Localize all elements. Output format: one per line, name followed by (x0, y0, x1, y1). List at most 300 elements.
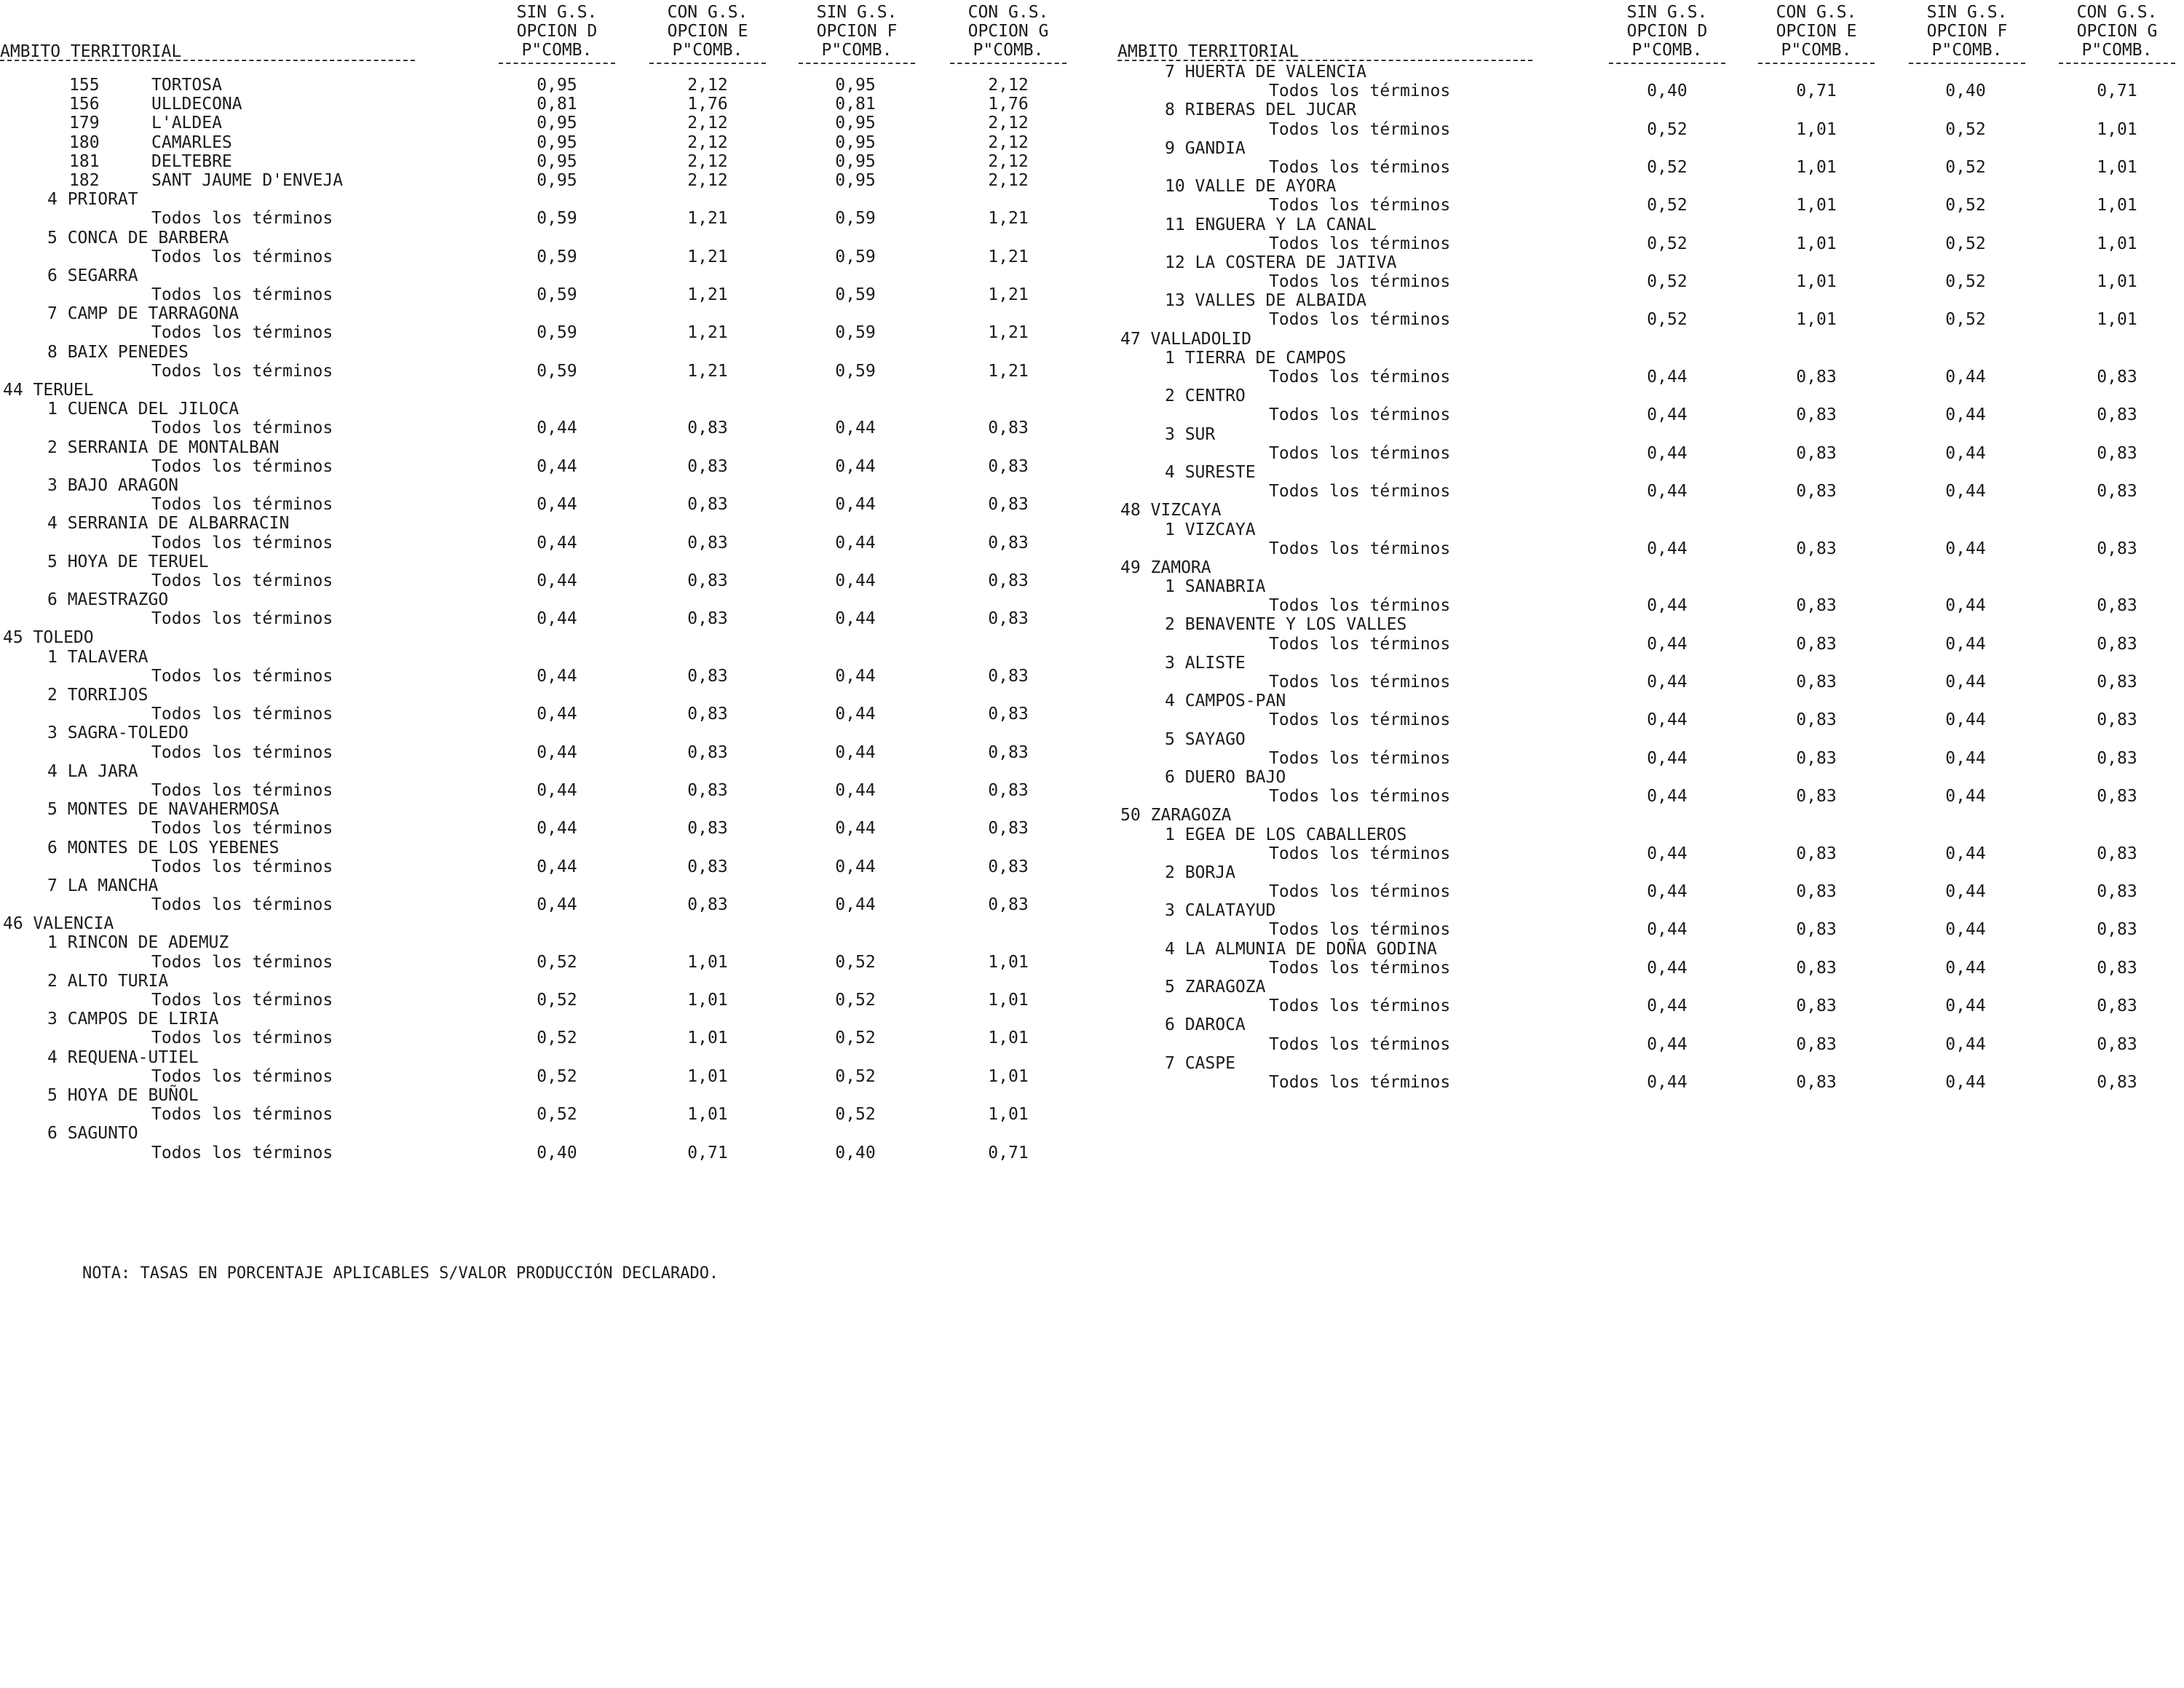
rate-cell: 0,83 (1796, 996, 1837, 1016)
rate-cell: 2,12 (988, 151, 1029, 171)
rate-cell: 0,95 (537, 114, 577, 133)
province-row (0, 628, 1092, 647)
rate-cell: 1,01 (2097, 157, 2137, 177)
col-header-line: CON G.S. (968, 3, 1049, 22)
rate-cell: 0,83 (1796, 443, 1837, 463)
comarca-label: 2 TORRIJOS (47, 686, 149, 705)
comarca-label: 5 ZARAGOZA (1165, 978, 1266, 996)
rate-cell: 1,01 (1796, 157, 1837, 177)
rate-cell: 0,44 (1945, 405, 1986, 425)
rate-cell: 0,52 (1647, 272, 1688, 292)
col-header-f (795, 3, 919, 64)
comarca-row (0, 1086, 1092, 1105)
rate-cell: 0,83 (2097, 710, 2137, 730)
rate-cell: 1,21 (988, 361, 1029, 381)
data-row (0, 1105, 1092, 1124)
rate-cell: 0,83 (687, 533, 728, 552)
data-row (0, 171, 1092, 190)
comarca-label: 9 GANDIA (1165, 138, 1246, 158)
rate-cell: 0,44 (537, 742, 577, 762)
rate-cell: 0,83 (687, 819, 728, 839)
rate-cell: 1,76 (988, 95, 1029, 114)
rate-cell: 0,44 (835, 666, 876, 686)
col-header-e (1754, 3, 1878, 64)
comarca-label: 12 LA COSTERA DE JATIVA (1165, 253, 1397, 272)
rate-cell: 0,95 (835, 76, 876, 95)
rate-cell: 0,44 (1945, 996, 1986, 1016)
rate-cell: 0,83 (2097, 920, 2137, 940)
rate-cell: 1,21 (988, 323, 1029, 343)
comarca-row (0, 1010, 1092, 1029)
comarca-label: 5 MONTES DE NAVAHERMOSA (47, 800, 280, 820)
rate-cell: 0,59 (537, 209, 577, 229)
data-row (1117, 920, 2184, 939)
municipio-name: ULLDECONA (151, 95, 242, 114)
rate-cell: 0,44 (537, 495, 577, 515)
rate-cell: 1,01 (2097, 119, 2137, 139)
data-row (0, 1029, 1092, 1047)
rate-cell: 0,44 (1945, 1072, 1986, 1092)
rate-cell: 0,44 (1945, 673, 1986, 692)
rate-cell: 0,83 (1796, 596, 1837, 616)
todos-label: Todos los términos (1269, 1034, 1451, 1054)
data-row (1117, 539, 2184, 558)
rate-cell: 1,21 (687, 209, 728, 229)
todos-label: Todos los términos (1269, 234, 1451, 253)
footnote: NOTA: TASAS EN PORCENTAJE APLICABLES S/VALOR PRODUCCIÓN DECLARADO. (82, 1264, 719, 1283)
province-label: 47 VALLADOLID (1120, 329, 1252, 349)
rate-cell: 0,44 (1647, 844, 1688, 863)
comarca-label: 2 SERRANIA DE MONTALBAN (47, 437, 280, 457)
province-row (1117, 330, 2184, 349)
rate-cell: 0,44 (1647, 1072, 1688, 1092)
todos-label: Todos los términos (151, 895, 333, 915)
left-table-header (0, 0, 1092, 67)
comarca-label: 3 SUR (1165, 424, 1216, 444)
rate-cell: 0,52 (1945, 234, 1986, 253)
data-row (0, 362, 1092, 381)
data-row (0, 1144, 1092, 1162)
rate-cell: 0,83 (988, 419, 1029, 438)
comarca-row (1117, 615, 2184, 634)
rate-cell: 0,52 (1647, 196, 1688, 215)
rate-cell: 0,44 (1945, 596, 1986, 616)
comarca-label: 4 SERRANIA DE ALBARRACIN (47, 514, 290, 534)
data-row (0, 1067, 1092, 1086)
comarca-label: 3 CALATAYUD (1165, 901, 1276, 921)
rate-cell: 0,83 (1796, 405, 1837, 425)
rate-cell: 0,52 (1945, 196, 1986, 215)
rate-cell: 1,01 (1796, 234, 1837, 253)
municipio-code: 181 (69, 151, 100, 171)
comarca-row (1117, 63, 2184, 82)
data-row (0, 285, 1092, 304)
data-row (0, 457, 1092, 476)
todos-label: Todos los términos (1269, 748, 1451, 768)
todos-label: Todos los términos (151, 209, 333, 229)
comarca-row (1117, 349, 2184, 368)
rate-cell: 0,83 (988, 533, 1029, 552)
rate-cell: 0,71 (988, 1143, 1029, 1162)
data-row (0, 76, 1092, 95)
rate-cell: 0,83 (2097, 368, 2137, 387)
rate-cell: 0,83 (1796, 368, 1837, 387)
rate-cell: 0,83 (988, 819, 1029, 839)
todos-label: Todos los términos (151, 952, 333, 972)
rate-cell: 0,95 (835, 151, 876, 171)
rate-cell: 0,83 (1796, 787, 1837, 807)
rate-cell: 0,44 (1647, 368, 1688, 387)
rate-cell: 0,44 (1945, 634, 1986, 654)
rate-cell: 0,44 (537, 533, 577, 552)
rate-cell: 0,44 (1647, 539, 1688, 558)
municipio-name: L'ALDEA (151, 114, 222, 133)
rate-cell: 0,44 (835, 419, 876, 438)
col-header-line: SIN G.S. (816, 3, 898, 22)
todos-label: Todos los términos (1269, 119, 1451, 139)
province-row (1117, 558, 2184, 577)
todos-label: Todos los términos (151, 456, 333, 476)
rate-cell: 0,44 (1945, 539, 1986, 558)
comarca-label: 4 REQUENA-UTIEL (47, 1047, 199, 1067)
data-row (1117, 310, 2184, 329)
rate-cell: 1,21 (988, 285, 1029, 305)
rate-cell: 0,59 (537, 323, 577, 343)
todos-label: Todos los términos (1269, 443, 1451, 463)
comarca-row (1117, 978, 2184, 996)
col-header-d (495, 3, 619, 64)
data-row (0, 667, 1092, 686)
rate-cell: 0,83 (2097, 958, 2137, 978)
todos-label: Todos los términos (1269, 710, 1451, 730)
comarca-row (0, 476, 1092, 495)
comarca-row (0, 514, 1092, 533)
col-header-line: OPCION F (1926, 22, 2008, 41)
rate-cell: 1,01 (687, 1066, 728, 1086)
rate-cell: 1,01 (1796, 310, 1837, 330)
rate-cell: 0,83 (1796, 844, 1837, 863)
rate-cell: 0,44 (1647, 882, 1688, 902)
comarca-label: 2 BORJA (1165, 863, 1235, 882)
comarca-label: 6 DUERO BAJO (1165, 767, 1286, 787)
todos-label: Todos los términos (1269, 82, 1451, 101)
rate-cell: 1,01 (687, 1105, 728, 1125)
rate-cell: 0,44 (1647, 787, 1688, 807)
comarca-label: 2 BENAVENTE Y LOS VALLES (1165, 615, 1407, 635)
todos-label: Todos los términos (151, 419, 333, 438)
data-row (0, 209, 1092, 228)
rate-cell: 0,52 (537, 1029, 577, 1048)
rate-cell: 1,01 (1796, 119, 1837, 139)
comarca-label: 1 CUENCA DEL JILOCA (47, 400, 240, 419)
rate-cell: 1,01 (2097, 272, 2137, 292)
rate-cell: 0,83 (1796, 634, 1837, 654)
data-row (0, 991, 1092, 1010)
rate-cell: 0,44 (537, 819, 577, 839)
province-label: 48 VIZCAYA (1120, 501, 1222, 520)
rate-cell: 0,83 (988, 742, 1029, 762)
todos-label: Todos los términos (1269, 920, 1451, 940)
rate-cell: 0,52 (1945, 272, 1986, 292)
rate-cell: 0,83 (2097, 787, 2137, 807)
data-row (1117, 405, 2184, 424)
rate-cell: 0,44 (1647, 634, 1688, 654)
comarca-label: 8 BAIX PENEDES (47, 342, 189, 362)
rate-cell: 1,21 (687, 285, 728, 305)
rate-cell: 0,44 (537, 705, 577, 724)
rate-cell: 0,44 (1945, 443, 1986, 463)
col-header-e (646, 3, 769, 64)
comarca-row (1117, 139, 2184, 158)
rate-cell: 0,83 (2097, 482, 2137, 502)
rate-cell: 0,52 (1945, 119, 1986, 139)
comarca-label: 5 SAYAGO (1165, 729, 1246, 749)
rate-cell: 0,52 (537, 1066, 577, 1086)
rate-cell: 0,95 (537, 170, 577, 190)
comarca-row (1117, 1015, 2184, 1034)
rate-cell: 0,44 (835, 609, 876, 629)
comarca-row (0, 724, 1092, 742)
data-row (1117, 1035, 2184, 1054)
rate-cell: 0,44 (1945, 710, 1986, 730)
rate-cell: 0,83 (687, 495, 728, 515)
comarca-label: 1 EGEA DE LOS CABALLEROS (1165, 825, 1407, 844)
rate-cell: 0,83 (988, 857, 1029, 876)
col-header-line: P"COMB. (1631, 41, 1703, 60)
rate-cell: 1,01 (1796, 196, 1837, 215)
rate-cell: 0,81 (537, 95, 577, 114)
comarca-row (0, 762, 1092, 781)
rate-cell: 0,44 (1945, 787, 1986, 807)
comarca-row (0, 1048, 1092, 1067)
rate-cell: 2,12 (687, 151, 728, 171)
rate-cell: 0,83 (687, 780, 728, 800)
todos-label: Todos los términos (1269, 996, 1451, 1016)
rate-cell: 1,21 (988, 209, 1029, 229)
todos-label: Todos los términos (151, 780, 333, 800)
comarca-label: 2 CENTRO (1165, 387, 1246, 406)
rate-cell: 0,83 (1796, 920, 1837, 940)
data-row (0, 247, 1092, 266)
ambito-header: AMBITO TERRITORIAL (1117, 42, 1299, 61)
province-row (0, 914, 1092, 933)
rate-cell: 0,83 (687, 742, 728, 762)
rate-cell: 0,44 (835, 819, 876, 839)
comarca-label: 3 SAGRA-TOLEDO (47, 724, 189, 743)
comarca-label: 3 CAMPOS DE LIRIA (47, 1010, 219, 1029)
comarca-row (0, 972, 1092, 991)
col-header-line: P"COMB. (521, 41, 593, 60)
data-row (1117, 196, 2184, 215)
col-header-g (946, 3, 1070, 64)
data-row (1117, 749, 2184, 768)
rate-cell: 0,83 (988, 895, 1029, 915)
rate-cell: 0,83 (1796, 1034, 1837, 1054)
data-row (0, 781, 1092, 800)
rate-cell: 0,83 (988, 495, 1029, 515)
rate-cell: 1,01 (988, 1029, 1029, 1048)
comarca-label: 6 SEGARRA (47, 266, 138, 285)
comarca-label: 6 DAROCA (1165, 1015, 1246, 1035)
comarca-label: 7 HUERTA DE VALENCIA (1165, 63, 1366, 82)
col-header-line: SIN G.S. (1926, 3, 2008, 22)
comarca-row (0, 190, 1092, 209)
data-row (1117, 444, 2184, 463)
data-row (0, 95, 1092, 114)
rate-cell: 0,83 (2097, 1072, 2137, 1092)
rate-cell: 0,71 (687, 1143, 728, 1162)
comarca-label: 7 CASPE (1165, 1053, 1235, 1073)
todos-label: Todos los términos (1269, 596, 1451, 616)
rate-cell: 0,83 (687, 895, 728, 915)
rate-cell: 0,83 (687, 857, 728, 876)
todos-label: Todos los términos (151, 742, 333, 762)
rate-cell: 0,44 (1945, 844, 1986, 863)
rate-cell: 0,40 (835, 1143, 876, 1162)
col-header-line: OPCION G (968, 22, 1049, 41)
rate-cell: 0,83 (2097, 405, 2137, 425)
comarca-label: 6 SAGUNTO (47, 1124, 138, 1144)
municipio-code: 180 (69, 132, 100, 152)
comarca-row (1117, 654, 2184, 673)
province-label: 46 VALENCIA (3, 914, 114, 934)
municipio-code: 182 (69, 170, 100, 190)
comarca-row (0, 590, 1092, 609)
comarca-label: 4 PRIORAT (47, 190, 138, 210)
province-label: 44 TERUEL (3, 381, 94, 400)
comarca-label: 7 CAMP DE TARRAGONA (47, 304, 240, 324)
rate-cell: 0,44 (1945, 482, 1986, 502)
rate-cell: 0,83 (687, 705, 728, 724)
rate-cell: 0,40 (1647, 82, 1688, 101)
comarca-label: 6 MAESTRAZGO (47, 590, 169, 610)
rate-cell: 0,44 (835, 780, 876, 800)
rate-cell: 0,71 (1796, 82, 1837, 101)
data-row (0, 571, 1092, 590)
data-row (1117, 882, 2184, 901)
todos-label: Todos los términos (151, 705, 333, 724)
todos-label: Todos los términos (1269, 405, 1451, 425)
data-row (0, 609, 1092, 628)
col-header-line: OPCION D (516, 22, 598, 41)
municipio-name: TORTOSA (151, 76, 222, 95)
rate-cell: 0,44 (537, 857, 577, 876)
comarca-label: 1 VIZCAYA (1165, 520, 1256, 539)
rate-cell: 0,44 (1647, 710, 1688, 730)
comarca-row (1117, 177, 2184, 196)
province-label: 49 ZAMORA (1120, 558, 1211, 577)
province-row (0, 381, 1092, 400)
comarca-row (0, 686, 1092, 705)
province-row (1117, 806, 2184, 825)
rate-cell: 0,59 (835, 285, 876, 305)
rate-cell: 0,44 (1945, 368, 1986, 387)
rate-cell: 0,44 (537, 609, 577, 629)
col-header-g (2055, 3, 2179, 64)
data-row (0, 743, 1092, 762)
rate-cell: 0,59 (835, 247, 876, 266)
rate-cell: 1,01 (2097, 234, 2137, 253)
rate-cell: 0,59 (835, 323, 876, 343)
province-row (1117, 501, 2184, 520)
rate-cell: 0,83 (687, 666, 728, 686)
comarca-row (1117, 768, 2184, 787)
comarca-label: 11 ENGUERA Y LA CANAL (1165, 215, 1377, 234)
comarca-row (1117, 520, 2184, 539)
rate-cell: 0,83 (687, 571, 728, 590)
rate-cell: 0,52 (1647, 234, 1688, 253)
col-header-line: CON G.S. (1776, 3, 1857, 22)
rate-cell: 1,01 (687, 1029, 728, 1048)
rate-cell: 0,44 (537, 780, 577, 800)
province-label: 45 TOLEDO (3, 628, 94, 648)
rate-cell: 0,40 (537, 1143, 577, 1162)
data-row (1117, 234, 2184, 253)
comarca-row (1117, 215, 2184, 234)
todos-label: Todos los términos (1269, 157, 1451, 177)
rate-cell: 0,44 (1945, 920, 1986, 940)
comarca-row (1117, 863, 2184, 882)
rate-cell: 0,44 (1647, 443, 1688, 463)
todos-label: Todos los términos (151, 991, 333, 1010)
rate-cell: 1,01 (2097, 196, 2137, 215)
col-header-line: OPCION E (667, 22, 748, 41)
rate-cell: 0,83 (2097, 748, 2137, 768)
todos-label: Todos los términos (1269, 1072, 1451, 1092)
rate-cell: 0,83 (687, 609, 728, 629)
rate-cell: 0,40 (1945, 82, 1986, 101)
municipio-name: CAMARLES (151, 132, 232, 152)
rate-cell: 0,83 (687, 456, 728, 476)
rate-cell: 0,83 (2097, 539, 2137, 558)
rate-cell: 2,12 (687, 132, 728, 152)
rate-cell: 1,21 (988, 247, 1029, 266)
todos-label: Todos los términos (1269, 272, 1451, 292)
data-row (1117, 787, 2184, 806)
comarca-row (1117, 387, 2184, 405)
rate-cell: 1,21 (687, 247, 728, 266)
comarca-row (0, 343, 1092, 362)
data-row (1117, 673, 2184, 692)
data-row (1117, 482, 2184, 501)
rate-cell: 0,44 (1945, 958, 1986, 978)
col-header-line: CON G.S. (2076, 3, 2158, 22)
data-row (1117, 158, 2184, 177)
rate-cell: 1,01 (1796, 272, 1837, 292)
comarca-label: 2 ALTO TURIA (47, 971, 169, 991)
rate-cell: 2,12 (988, 114, 1029, 133)
comarca-label: 4 LA JARA (47, 761, 138, 781)
data-row (1117, 272, 2184, 291)
todos-label: Todos los términos (1269, 196, 1451, 215)
rate-cell: 0,83 (2097, 673, 2137, 692)
rate-cell: 1,01 (988, 991, 1029, 1010)
todos-label: Todos los términos (1269, 368, 1451, 387)
rate-cell: 0,83 (988, 705, 1029, 724)
comarca-row (1117, 100, 2184, 119)
col-header-line: P"COMB. (821, 41, 893, 60)
data-row (0, 495, 1092, 514)
rate-cell: 0,44 (537, 895, 577, 915)
rate-cell: 0,83 (1796, 882, 1837, 902)
rate-cell: 0,83 (2097, 443, 2137, 463)
data-row (1117, 596, 2184, 615)
right-column (1117, 0, 2184, 1092)
rate-cell: 0,44 (1647, 748, 1688, 768)
comarca-label: 7 LA MANCHA (47, 876, 159, 895)
rate-cell: 0,44 (835, 456, 876, 476)
rate-cell: 0,52 (1647, 157, 1688, 177)
